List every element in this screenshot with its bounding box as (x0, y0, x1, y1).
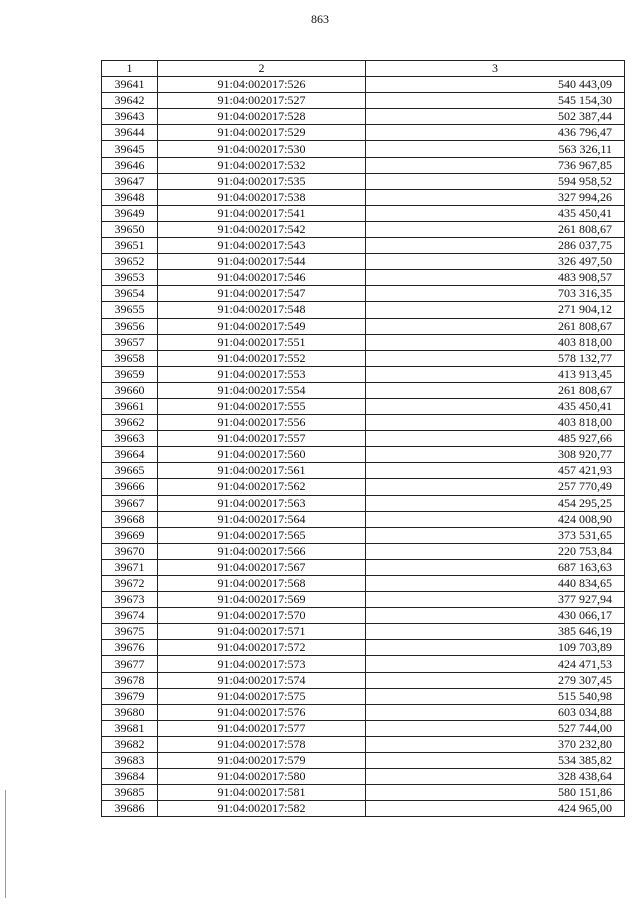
cadastral-value-cell: 594 958,52 (366, 173, 625, 189)
row-number-cell: 39685 (102, 785, 158, 801)
cadastral-value-cell: 403 818,00 (366, 415, 625, 431)
row-number-cell: 39648 (102, 189, 158, 205)
cadastral-number-cell: 91:04:002017:530 (158, 141, 366, 157)
row-number-cell: 39681 (102, 720, 158, 736)
cadastral-value-cell: 454 295,25 (366, 495, 625, 511)
cadastral-number-cell: 91:04:002017:579 (158, 753, 366, 769)
column-header-3: 3 (366, 61, 625, 77)
table-row (102, 302, 625, 318)
cadastral-value-cell: 515 540,98 (366, 688, 625, 704)
row-number-cell: 39678 (102, 672, 158, 688)
row-number-cell: 39645 (102, 141, 158, 157)
row-number-cell: 39660 (102, 382, 158, 398)
cadastral-value-cell: 373 531,65 (366, 527, 625, 543)
cadastral-value-cell: 534 385,82 (366, 753, 625, 769)
cadastral-value-cell: 502 387,44 (366, 109, 625, 125)
row-number-cell: 39677 (102, 656, 158, 672)
row-number-cell: 39675 (102, 624, 158, 640)
cadastral-value-cell: 580 151,86 (366, 785, 625, 801)
row-number-cell: 39663 (102, 431, 158, 447)
cadastral-value-cell: 603 034,88 (366, 704, 625, 720)
cadastral-value-cell: 545 154,30 (366, 93, 625, 109)
table-row (102, 254, 625, 270)
table-row (102, 624, 625, 640)
cadastral-value-cell: 563 326,11 (366, 141, 625, 157)
cadastral-value-cell: 370 232,80 (366, 736, 625, 752)
cadastral-value-cell: 261 808,67 (366, 221, 625, 237)
table-row (102, 447, 625, 463)
cadastral-value-cell: 424 965,00 (366, 801, 625, 817)
table-row (102, 608, 625, 624)
cadastral-number-cell: 91:04:002017:546 (158, 270, 366, 286)
cadastral-number-cell: 91:04:002017:561 (158, 463, 366, 479)
cadastral-value-cell: 385 646,19 (366, 624, 625, 640)
cadastral-number-cell: 91:04:002017:542 (158, 221, 366, 237)
row-number-cell: 39651 (102, 238, 158, 254)
row-number-cell: 39657 (102, 334, 158, 350)
table-row (102, 431, 625, 447)
cadastral-number-cell: 91:04:002017:575 (158, 688, 366, 704)
cadastral-value-cell: 457 421,93 (366, 463, 625, 479)
row-number-cell: 39655 (102, 302, 158, 318)
row-number-cell: 39671 (102, 559, 158, 575)
row-number-cell: 39642 (102, 93, 158, 109)
table-row (102, 398, 625, 414)
cadastral-value-cell: 703 316,35 (366, 286, 625, 302)
cadastral-value-cell: 413 913,45 (366, 366, 625, 382)
table-row (102, 576, 625, 592)
cadastral-number-cell: 91:04:002017:555 (158, 398, 366, 414)
cadastral-value-cell: 286 037,75 (366, 238, 625, 254)
cadastral-value-cell: 436 796,47 (366, 125, 625, 141)
cadastral-number-cell: 91:04:002017:547 (158, 286, 366, 302)
column-header-2: 2 (158, 61, 366, 77)
cadastral-number-cell: 91:04:002017:554 (158, 382, 366, 398)
table-row (102, 109, 625, 125)
cadastral-number-cell: 91:04:002017:557 (158, 431, 366, 447)
table-row (102, 157, 625, 173)
table-row (102, 592, 625, 608)
cadastral-number-cell: 91:04:002017:576 (158, 704, 366, 720)
row-number-cell: 39673 (102, 592, 158, 608)
table-row (102, 753, 625, 769)
cadastral-value-cell: 424 471,53 (366, 656, 625, 672)
row-number-cell: 39684 (102, 769, 158, 785)
cadastral-value-cell: 261 808,67 (366, 318, 625, 334)
table-row (102, 221, 625, 237)
table-row (102, 93, 625, 109)
row-number-cell: 39644 (102, 125, 158, 141)
table-row (102, 189, 625, 205)
table-row (102, 511, 625, 527)
cadastral-value-cell: 403 818,00 (366, 334, 625, 350)
table-row (102, 640, 625, 656)
cadastral-number-cell: 91:04:002017:560 (158, 447, 366, 463)
cadastral-value-cell: 279 307,45 (366, 672, 625, 688)
table-row (102, 286, 625, 302)
row-number-cell: 39646 (102, 157, 158, 173)
cadastral-number-cell: 91:04:002017:578 (158, 736, 366, 752)
cadastral-value-cell: 435 450,41 (366, 398, 625, 414)
row-number-cell: 39670 (102, 543, 158, 559)
table-row (102, 205, 625, 221)
table-row (102, 559, 625, 575)
cadastral-number-cell: 91:04:002017:541 (158, 205, 366, 221)
row-number-cell: 39654 (102, 286, 158, 302)
cadastral-number-cell: 91:04:002017:552 (158, 350, 366, 366)
cadastral-value-cell: 687 163,63 (366, 559, 625, 575)
page-number: 863 (311, 12, 329, 26)
table-row (102, 479, 625, 495)
row-number-cell: 39656 (102, 318, 158, 334)
table-row (102, 769, 625, 785)
column-header-1: 1 (102, 61, 158, 77)
cadastral-number-cell: 91:04:002017:573 (158, 656, 366, 672)
cadastral-value-cell: 109 703,89 (366, 640, 625, 656)
margin-line (5, 790, 6, 898)
cadastral-number-cell: 91:04:002017:582 (158, 801, 366, 817)
table-row (102, 270, 625, 286)
table-row (102, 704, 625, 720)
cadastral-value-cell: 578 132,77 (366, 350, 625, 366)
table-row (102, 77, 625, 93)
cadastral-number-cell: 91:04:002017:580 (158, 769, 366, 785)
cadastral-number-cell: 91:04:002017:570 (158, 608, 366, 624)
row-number-cell: 39674 (102, 608, 158, 624)
table-row (102, 495, 625, 511)
table-row (102, 543, 625, 559)
cadastral-number-cell: 91:04:002017:543 (158, 238, 366, 254)
row-number-cell: 39665 (102, 463, 158, 479)
cadastral-number-cell: 91:04:002017:577 (158, 720, 366, 736)
row-number-cell: 39662 (102, 415, 158, 431)
row-number-cell: 39643 (102, 109, 158, 125)
row-number-cell: 39686 (102, 801, 158, 817)
cadastral-value-cell: 328 438,64 (366, 769, 625, 785)
row-number-cell: 39666 (102, 479, 158, 495)
table-row (102, 173, 625, 189)
cadastral-number-cell: 91:04:002017:566 (158, 543, 366, 559)
row-number-cell: 39652 (102, 254, 158, 270)
table-row (102, 688, 625, 704)
cadastral-value-cell: 736 967,85 (366, 157, 625, 173)
row-number-cell: 39647 (102, 173, 158, 189)
table-row (102, 141, 625, 157)
cadastral-number-cell: 91:04:002017:565 (158, 527, 366, 543)
cadastral-value-cell: 377 927,94 (366, 592, 625, 608)
cadastral-number-cell: 91:04:002017:574 (158, 672, 366, 688)
cadastral-number-cell: 91:04:002017:568 (158, 576, 366, 592)
cadastral-value-table (101, 60, 625, 817)
row-number-cell: 39650 (102, 221, 158, 237)
table-row (102, 382, 625, 398)
cadastral-value-cell: 326 497,50 (366, 254, 625, 270)
table-row (102, 656, 625, 672)
row-number-cell: 39649 (102, 205, 158, 221)
cadastral-number-cell: 91:04:002017:529 (158, 125, 366, 141)
row-number-cell: 39667 (102, 495, 158, 511)
cadastral-value-cell: 540 443,09 (366, 77, 625, 93)
cadastral-number-cell: 91:04:002017:572 (158, 640, 366, 656)
row-number-cell: 39664 (102, 447, 158, 463)
cadastral-number-cell: 91:04:002017:528 (158, 109, 366, 125)
cadastral-value-cell: 483 908,57 (366, 270, 625, 286)
cadastral-value-cell: 435 450,41 (366, 205, 625, 221)
cadastral-value-cell: 424 008,90 (366, 511, 625, 527)
table-row (102, 415, 625, 431)
cadastral-number-cell: 91:04:002017:527 (158, 93, 366, 109)
cadastral-number-cell: 91:04:002017:538 (158, 189, 366, 205)
cadastral-number-cell: 91:04:002017:551 (158, 334, 366, 350)
row-number-cell: 39641 (102, 77, 158, 93)
table-row (102, 463, 625, 479)
table-row (102, 334, 625, 350)
cadastral-value-cell: 430 066,17 (366, 608, 625, 624)
row-number-cell: 39676 (102, 640, 158, 656)
row-number-cell: 39682 (102, 736, 158, 752)
table-row (102, 366, 625, 382)
table-row (102, 720, 625, 736)
cadastral-value-cell: 257 770,49 (366, 479, 625, 495)
cadastral-number-cell: 91:04:002017:526 (158, 77, 366, 93)
row-number-cell: 39683 (102, 753, 158, 769)
cadastral-value-cell: 327 994,26 (366, 189, 625, 205)
cadastral-number-cell: 91:04:002017:549 (158, 318, 366, 334)
row-number-cell: 39672 (102, 576, 158, 592)
cadastral-number-cell: 91:04:002017:564 (158, 511, 366, 527)
table-row (102, 736, 625, 752)
table-row (102, 318, 625, 334)
row-number-cell: 39659 (102, 366, 158, 382)
table-row (102, 785, 625, 801)
cadastral-value-cell: 261 808,67 (366, 382, 625, 398)
table-row (102, 527, 625, 543)
row-number-cell: 39658 (102, 350, 158, 366)
cadastral-number-cell: 91:04:002017:569 (158, 592, 366, 608)
table-row (102, 350, 625, 366)
cadastral-number-cell: 91:04:002017:532 (158, 157, 366, 173)
table-header-row (102, 61, 625, 77)
row-number-cell: 39669 (102, 527, 158, 543)
row-number-cell: 39679 (102, 688, 158, 704)
cadastral-number-cell: 91:04:002017:571 (158, 624, 366, 640)
cadastral-number-cell: 91:04:002017:562 (158, 479, 366, 495)
cadastral-value-cell: 308 920,77 (366, 447, 625, 463)
cadastral-number-cell: 91:04:002017:556 (158, 415, 366, 431)
cadastral-value-cell: 527 744,00 (366, 720, 625, 736)
cadastral-number-cell: 91:04:002017:563 (158, 495, 366, 511)
cadastral-number-cell: 91:04:002017:553 (158, 366, 366, 382)
table-row (102, 801, 625, 817)
cadastral-number-cell: 91:04:002017:581 (158, 785, 366, 801)
table-body (102, 77, 625, 817)
table-row (102, 672, 625, 688)
row-number-cell: 39668 (102, 511, 158, 527)
row-number-cell: 39661 (102, 398, 158, 414)
table-row (102, 125, 625, 141)
cadastral-number-cell: 91:04:002017:548 (158, 302, 366, 318)
cadastral-number-cell: 91:04:002017:544 (158, 254, 366, 270)
cadastral-value-cell: 220 753,84 (366, 543, 625, 559)
row-number-cell: 39653 (102, 270, 158, 286)
cadastral-value-cell: 271 904,12 (366, 302, 625, 318)
cadastral-number-cell: 91:04:002017:535 (158, 173, 366, 189)
cadastral-value-cell: 440 834,65 (366, 576, 625, 592)
row-number-cell: 39680 (102, 704, 158, 720)
cadastral-value-cell: 485 927,66 (366, 431, 625, 447)
cadastral-number-cell: 91:04:002017:567 (158, 559, 366, 575)
table-row (102, 238, 625, 254)
